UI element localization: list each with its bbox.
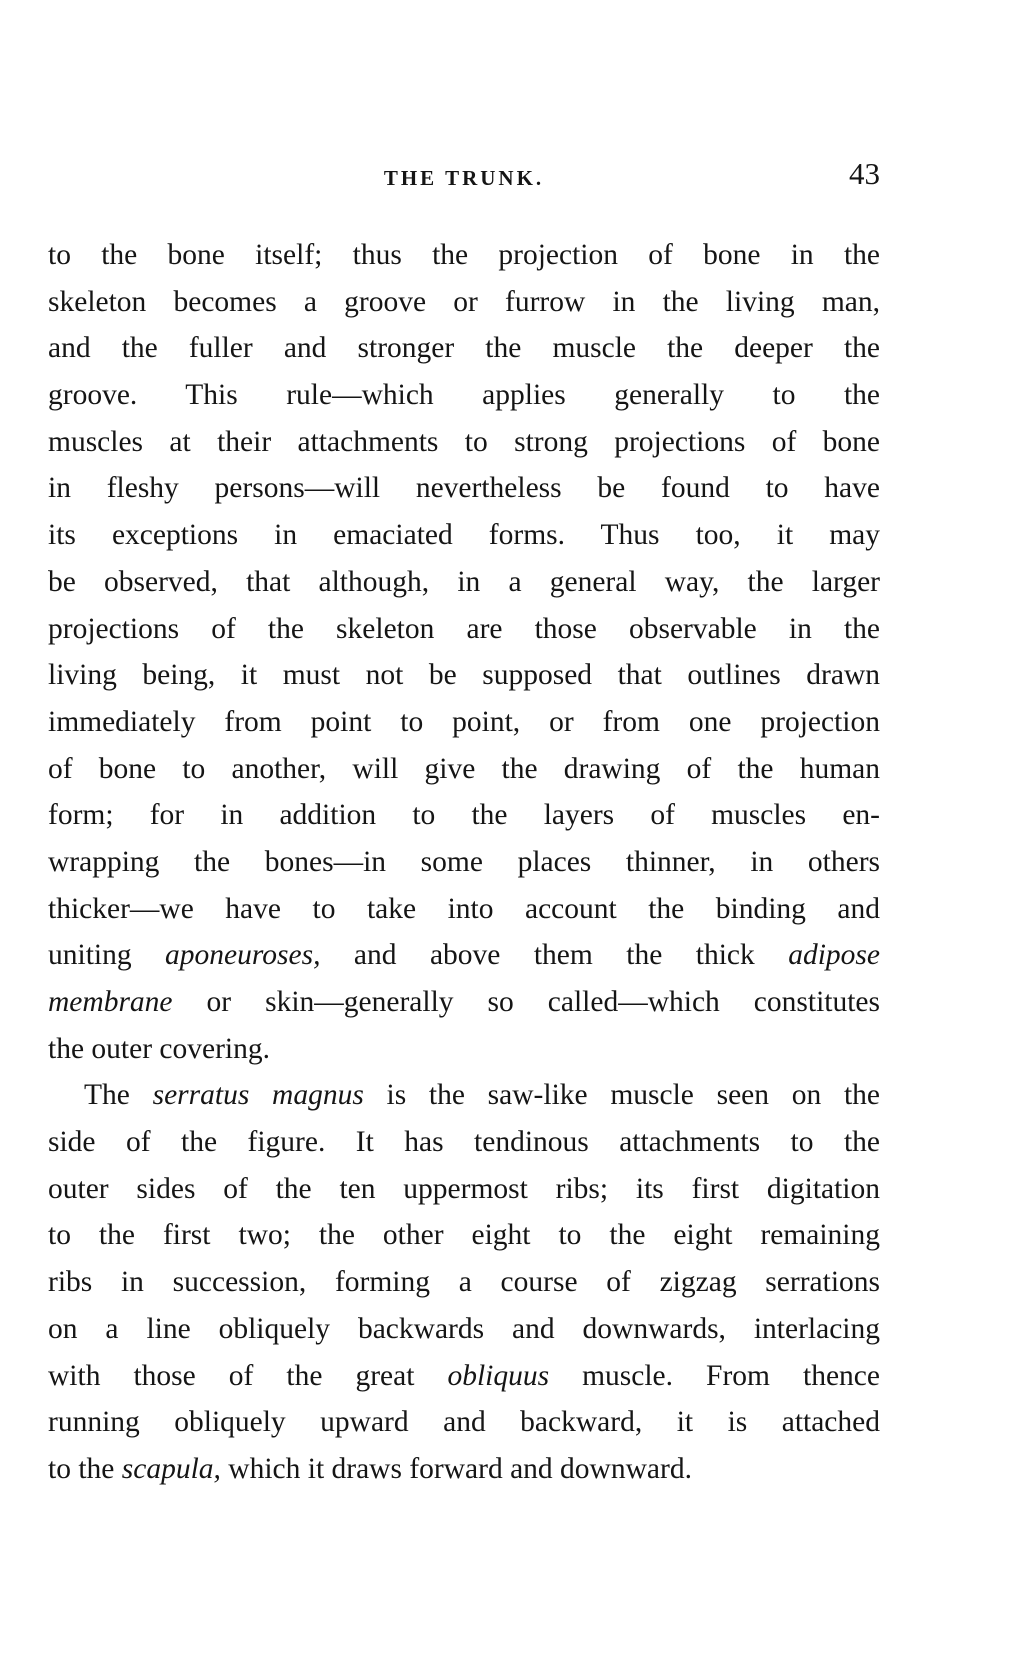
text-run: running obliquely upward and backward, it is attached [48,1406,880,1439]
text-line [48,1026,880,1073]
body-text [48,232,880,1493]
italic-term: serratus magnus [152,1079,364,1112]
text-line [48,1399,880,1446]
text-line [48,372,880,419]
text-run: wrapping the bones—in some places thinner, in others [48,845,880,878]
text-run: with those of the great [48,1359,448,1392]
text-line [48,419,880,466]
text-run: of bone to another, will give the drawing of the human [48,752,880,785]
text-run: muscles at their attachments to strong projections of bone [48,425,880,458]
text-line [48,465,880,512]
text-line [48,979,880,1026]
text-line [48,1072,880,1119]
italic-term: adipose [788,939,880,972]
text-line [48,279,880,326]
text-line [48,792,880,839]
text-run: and the fuller and stronger the muscle the deeper the [48,332,880,365]
text-run: living being, it must not be supposed that outlines drawn [48,659,880,692]
text-run: its exceptions in emaciated forms. Thus too, it may [48,519,880,552]
text-run: projections of the skeleton are those observable in the [48,612,880,645]
text-line [48,232,880,279]
italic-term: scapula, [121,1452,221,1485]
text-line [48,1353,880,1400]
running-head [48,152,880,192]
text-line [48,1119,880,1166]
text-run: thicker—we have to take into account the binding and [48,892,880,925]
text-run: to the first two; the other eight to the eight remaining [48,1219,880,1252]
text-run: in fleshy persons—will nevertheless be found to have [48,472,880,505]
text-line [48,932,880,979]
text-line [48,559,880,606]
text-run: skeleton becomes a groove or furrow in the living man, [48,285,880,318]
text-line [48,886,880,933]
text-run: uniting [48,939,166,972]
text-line [48,746,880,793]
text-line [48,512,880,559]
text-line [48,606,880,653]
text-run: ribs in succession, forming a course of zigzag serrations [48,1266,880,1299]
text-run: muscle. From thence [549,1359,880,1392]
text-run: groove. This rule—which applies generally to the [48,379,880,412]
text-run: be observed, that although, in a general way, the larger [48,565,880,598]
text-line [48,1166,880,1213]
italic-term: obliquus [447,1359,550,1392]
italic-term: membrane [48,986,173,1018]
text-run: form; for in addition to the layers of muscles en- [48,799,880,832]
text-run: on a line obliquely backwards and downwards, interlacing [48,1312,880,1345]
text-run: The [84,1079,153,1112]
text-run: and above them the thick [320,939,789,972]
text-line [48,1446,880,1493]
text-run: which it draws forward and downward. [220,1452,692,1485]
text-run: to the bone itself; thus the projection of bone in the [48,239,880,271]
text-line [48,325,880,372]
text-run: or skin—generally so called—which constitutes [172,986,880,1018]
text-line [48,1259,880,1306]
italic-term: aponeuroses, [165,939,321,972]
text-run: immediately from point to point, or from one projection [48,705,880,738]
running-head-title: THE TRUNK. [383,166,545,190]
page-number: 43 [849,156,880,191]
text-run: to the [48,1452,122,1485]
text-run: the outer covering. [48,1032,270,1065]
text-run: is the saw-like muscle seen on the [363,1079,881,1112]
text-line [48,1306,880,1353]
text-line [48,652,880,699]
text-run: outer sides of the ten uppermost ribs; its first digitation [48,1172,880,1205]
text-line [48,1212,880,1259]
text-line [48,699,880,746]
text-line [48,839,880,886]
text-run: side of the figure. It has tendinous attachments to the [48,1126,880,1159]
